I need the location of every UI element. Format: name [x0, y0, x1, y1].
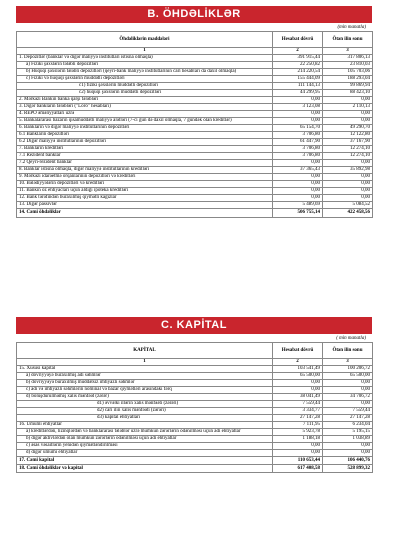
row-current-value: 3 334,77: [273, 408, 323, 415]
row-label: 8. Banklar istisna olmaqla, digər maliyyə institutlarının kreditləri: [17, 167, 273, 174]
row-previous-value: 188 293,04: [323, 76, 373, 83]
row-label: d2) cari ilin xalis mənfəəti (zərəri): [17, 408, 273, 415]
row-current-value: 0,00: [273, 450, 323, 457]
section-b-unit: (min manatla): [337, 25, 366, 30]
row-label: d1) əvvəlki illərin xalis mənfəəti (zərəri): [17, 401, 273, 408]
row-label: d) bölüşdürülməmiş xalis mənfəət (zərər): [17, 394, 273, 401]
row-label: c) adi və imtiyazlı səhmlərin nominal və bazar qiymətləri arasındakı fərq: [17, 387, 273, 394]
row-previous-value: 6 234,04: [323, 422, 373, 429]
row-label: 9. Mərkəzi idarəetmə orqanlarının depozitləri və kreditləri: [17, 174, 273, 181]
index-cell: 2: [273, 48, 323, 55]
row-label: a) kreditlərdən, lizinqlərdən və banklararası tələblər üzrə mümkün zərərlərin ödənilməsi üçün adi ehtiyatlar: [17, 429, 273, 436]
row-previous-value: 317 806,13: [323, 55, 373, 62]
row-label: b) digər aktivlərdən olan mümkün zərərlərin ödənilməsi üçün adi ehtiyatlar: [17, 436, 273, 443]
column-header-current: Hesabat dövrü: [273, 343, 323, 359]
row-current-value: 103 541,49: [273, 366, 323, 373]
row-previous-value: 0,00: [323, 401, 373, 408]
row-current-value: 61 447,90: [273, 139, 323, 146]
table-row: [17, 380, 373, 387]
row-label: 2. Mərkəzi Bankın banka qarşı tələbləri: [17, 97, 273, 104]
row-label: c2) hüquqi şəxslərin müddətli depozitləri: [17, 90, 273, 97]
section-b-title: B. ÖHDƏLİKLƏR: [16, 6, 372, 23]
total-current-value: 110 653,44: [273, 457, 323, 465]
row-label: 7.2 Qeyri-rezident banklar: [17, 160, 273, 167]
row-previous-value: 27 147,28: [323, 415, 373, 422]
row-current-value: 5 489,69: [273, 202, 323, 209]
row-label: b) dövriyyəyə buraxılmış müddətsiz imtiyazlı səhmlər: [17, 380, 273, 387]
row-label: 11. Bankın öz ehtiyacları üçün aldığı ipoteka kreditləri: [17, 188, 273, 195]
row-label: b) Hüquqi şəxslərin tələbli depozitləri (qeyri-bank maliyyə institutlarının cari hesabları da daxil olmaqla): [17, 69, 273, 76]
row-label: d) digər ümumi ehtiyatlar: [17, 450, 273, 457]
row-previous-value: 0,00: [323, 97, 373, 104]
table-row: [17, 408, 373, 415]
row-previous-value: 12 274,10: [323, 146, 373, 153]
total-previous-value: 106 440,76: [323, 457, 373, 465]
row-current-value: 44 299,95: [273, 90, 323, 97]
index-row: [17, 48, 373, 55]
row-current-value: 0,00: [273, 111, 323, 118]
table-row: [17, 97, 373, 104]
total-capital-row: [17, 457, 373, 465]
table-row: [17, 443, 373, 450]
row-label: 6. Bankların və digər maliyyə institutlarının depozitləri: [17, 125, 273, 132]
row-current-value: 65 500,00: [273, 373, 323, 380]
table-row: [17, 104, 373, 111]
table-row: [17, 202, 373, 209]
index-cell: 1: [17, 48, 273, 55]
row-previous-value: 0,00: [323, 195, 373, 202]
row-label: 12. Bank tərəfindən buraxılmış qiymətli kağızlar: [17, 195, 273, 202]
row-label: 4. REPO əməliyyatları üzrə: [17, 111, 273, 118]
index-cell: 1: [17, 359, 273, 366]
table-row: [17, 450, 373, 457]
row-label: 16. Ümumi ehtiyatlar: [17, 422, 273, 429]
table-row: [17, 90, 373, 97]
table-row: [17, 373, 373, 380]
grand-total-current-value: 617 408,58: [273, 465, 323, 473]
total-liabilities-row: [17, 209, 373, 218]
table-row: [17, 429, 373, 436]
column-header-item: Öhdəliklərin maddələri: [17, 32, 273, 48]
row-current-value: 0,00: [273, 443, 323, 450]
row-previous-value: 23 810,03: [323, 62, 373, 69]
index-cell: 3: [323, 359, 373, 366]
row-current-value: 391 915,44: [273, 55, 323, 62]
row-current-value: 65 154,70: [273, 125, 323, 132]
table-row: [17, 62, 373, 69]
row-previous-value: 49 290,70: [323, 125, 373, 132]
row-previous-value: 5 084,52: [323, 202, 373, 209]
row-previous-value: 37 167,90: [323, 139, 373, 146]
row-current-value: 1 188,18: [273, 436, 323, 443]
index-row: [17, 359, 373, 366]
row-current-value: 5 923,78: [273, 429, 323, 436]
row-previous-value: 0,00: [323, 188, 373, 195]
header-row: [17, 32, 373, 48]
row-label: 5. Bankalararası bazarın qısamüddətli maliyyə alətləri (7-ci gün də daxil olmaqla, 7 gündək olan kreditlər): [17, 118, 273, 125]
row-label: 7.1 Rezident banklar: [17, 153, 273, 160]
row-label: 7. Bankların kreditləri: [17, 146, 273, 153]
row-previous-value: 12 274,10: [323, 153, 373, 160]
row-previous-value: 0,00: [323, 443, 373, 450]
table-row: [17, 83, 373, 90]
table-row: [17, 146, 373, 153]
row-current-value: 37 365,43: [273, 167, 323, 174]
row-current-value: 0,00: [273, 181, 323, 188]
row-previous-value: 0,00: [323, 111, 373, 118]
row-current-value: 22 250,82: [273, 62, 323, 69]
row-current-value: 0,00: [273, 160, 323, 167]
row-previous-value: 2 110,13: [323, 104, 373, 111]
table-row: [17, 401, 373, 408]
row-current-value: 0,00: [273, 195, 323, 202]
table-row: [17, 125, 373, 132]
capital-table: [16, 342, 373, 473]
row-current-value: 214 220,54: [273, 69, 323, 76]
row-label: 6.1 Bankların depozitləri: [17, 132, 273, 139]
row-current-value: 27 147,28: [273, 415, 323, 422]
row-current-value: 3 123,08: [273, 104, 323, 111]
section-c-title: C. KAPİTAL: [16, 317, 372, 334]
table-row: [17, 387, 373, 394]
row-current-value: 0,00: [273, 387, 323, 394]
row-current-value: 7 111,95: [273, 422, 323, 429]
row-label: 10. Bələdiyyələrin depozitləri və kreditləri: [17, 181, 273, 188]
table-row: [17, 132, 373, 139]
table-row: [17, 55, 373, 62]
row-previous-value: 0,00: [323, 380, 373, 387]
row-previous-value: 5 195,15: [323, 429, 373, 436]
row-current-value: 111 144,13: [273, 83, 323, 90]
row-previous-value: 88 423,10: [323, 90, 373, 97]
table-row: [17, 394, 373, 401]
row-current-value: 0,00: [273, 118, 323, 125]
index-cell: 2: [273, 359, 323, 366]
table-row: [17, 188, 373, 195]
row-previous-value: 100 206,72: [323, 366, 373, 373]
row-label: 1. Depozitlər (banklar və digər maliyyə institutları istisna olmaqla): [17, 55, 273, 62]
grand-total-row: [17, 465, 373, 473]
row-label: 6.2 Digər maliyyə institutlarının depozitləri: [17, 139, 273, 146]
column-header-previous: Ötən ilin sonu: [323, 343, 373, 359]
row-current-value: 0,00: [273, 380, 323, 387]
row-previous-value: 35 892,98: [323, 167, 373, 174]
row-previous-value: 1 038,89: [323, 436, 373, 443]
section-c-unit: ( min manatla): [336, 336, 366, 341]
row-current-value: 3 706,80: [273, 153, 323, 160]
row-previous-value: 0,00: [323, 450, 373, 457]
row-previous-value: 0,00: [323, 118, 373, 125]
table-row: [17, 69, 373, 76]
row-label: 13. Digər passivlər: [17, 202, 273, 209]
table-row: [17, 436, 373, 443]
total-previous-value: 422 458,56: [323, 209, 373, 218]
row-label: c1) fiziki şəxslərin müddətli depozitləri: [17, 83, 273, 90]
row-current-value: 0,00: [273, 174, 323, 181]
row-previous-value: 7 559,44: [323, 408, 373, 415]
row-current-value: 7 559,44: [273, 401, 323, 408]
row-current-value: 38 041,49: [273, 394, 323, 401]
row-label: a) dövriyyəyə buraxılmış adi səhmlər: [17, 373, 273, 380]
column-header-item: KAPİTAL: [17, 343, 273, 359]
table-row: [17, 195, 373, 202]
table-row: [17, 153, 373, 160]
row-previous-value: 99 869,94: [323, 83, 373, 90]
row-previous-value: 0,00: [323, 160, 373, 167]
row-previous-value: 12 122,80: [323, 132, 373, 139]
row-previous-value: 0,00: [323, 387, 373, 394]
table-row: [17, 167, 373, 174]
row-previous-value: 105 703,06: [323, 69, 373, 76]
row-label: c) əsas vəsaitlərin yenidən qiymətləndirilməsi: [17, 443, 273, 450]
row-current-value: 155 444,09: [273, 76, 323, 83]
row-previous-value: 34 706,72: [323, 394, 373, 401]
row-current-value: 0,00: [273, 188, 323, 195]
table-row: [17, 160, 373, 167]
table-row: [17, 415, 373, 422]
liabilities-table: [16, 31, 373, 218]
table-row: [17, 366, 373, 373]
table-row: [17, 174, 373, 181]
table-row: [17, 181, 373, 188]
row-previous-value: 0,00: [323, 181, 373, 188]
table-row: [17, 76, 373, 83]
row-current-value: 3 706,80: [273, 132, 323, 139]
row-label: a) Fiziki şəxslərin tələbli depozitləri: [17, 62, 273, 69]
row-current-value: 3 706,80: [273, 146, 323, 153]
grand-total-label: 18. Cəmi öhdəliklər və kapital: [17, 465, 273, 473]
index-cell: 3: [323, 48, 373, 55]
table-row: [17, 118, 373, 125]
row-previous-value: 0,00: [323, 174, 373, 181]
row-previous-value: 65 500,00: [323, 373, 373, 380]
row-current-value: 0,00: [273, 97, 323, 104]
column-header-current: Hesabat dövrü: [273, 32, 323, 48]
total-current-value: 506 755,14: [273, 209, 323, 218]
table-row: [17, 111, 373, 118]
table-row: [17, 422, 373, 429]
total-label: 17. Cəmi kapital: [17, 457, 273, 465]
row-label: c) Fiziki və hüquqi şəxslərin müddətli depozitləri: [17, 76, 273, 83]
total-label: 14. Cəmi öhdəliklər: [17, 209, 273, 218]
header-row: [17, 343, 373, 359]
grand-total-previous-value: 528 899,32: [323, 465, 373, 473]
row-label: 15. Xüsusi kapital: [17, 366, 273, 373]
table-row: [17, 139, 373, 146]
column-header-previous: Ötən ilin sonu: [323, 32, 373, 48]
row-label: 3. Digər bankların tələbləri ("Loro" hesabları): [17, 104, 273, 111]
row-label: d3) kapital ehtiyatları: [17, 415, 273, 422]
